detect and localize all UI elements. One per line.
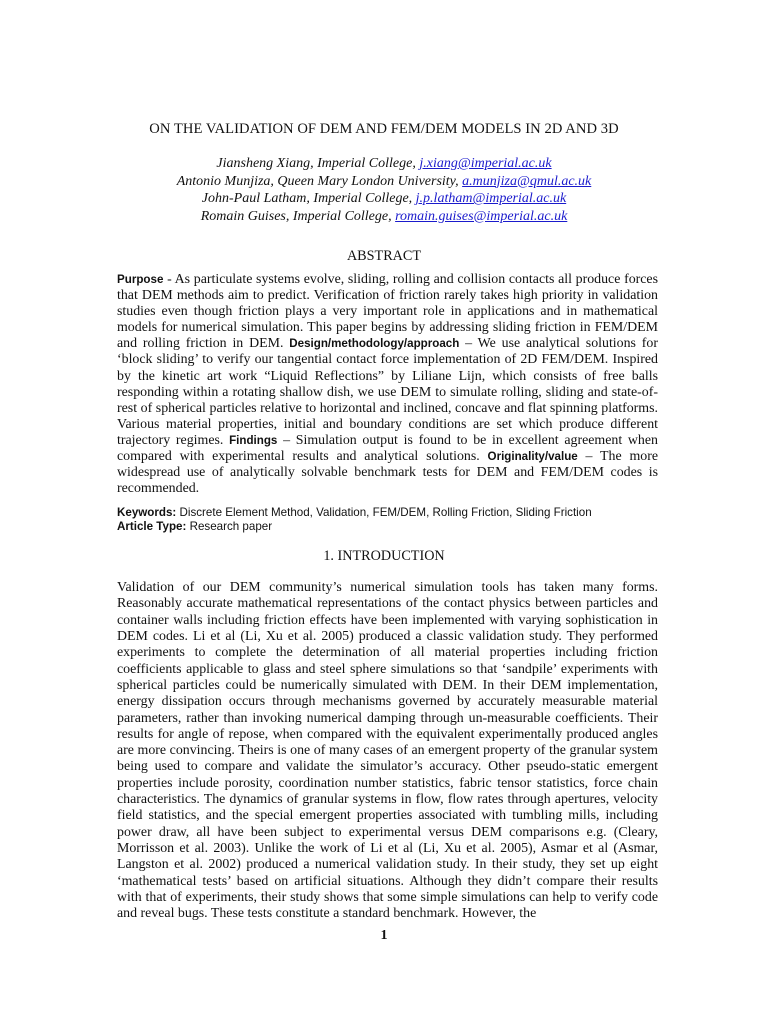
author-list	[0, 155, 768, 225]
author-email-link[interactable]: j.p.latham@imperial.ac.uk	[415, 191, 567, 207]
abstract-heading: ABSTRACT	[346, 248, 422, 264]
purpose-label: Purpose	[117, 273, 164, 286]
design-text: – We use analytical solutions for ‘block sliding’ to verify our tangential contact force implementation of 2D FEM/DEM. Inspired by the kinetic art work “Liquid Reflections” by Liliane Lijn, which consists of free balls responding within a rotating shallow dish, we use DEM to simulate rolling, sliding and state-of-rest of spherical particles relative to horizontal and inclined, concave and flat spinning platforms. Various material properties, initial and boundary conditions are set which produce different trajectory regimes.	[117, 336, 658, 448]
author-email-link[interactable]: a.munjiza@qmul.ac.uk	[462, 173, 592, 189]
author-email-link[interactable]: j.xiang@imperial.ac.uk	[419, 156, 552, 171]
keywords-text: Discrete Element Method, Validation, FEM/DEM, Rolling Friction, Sliding Friction	[176, 506, 592, 519]
page-number: 1	[380, 928, 388, 943]
article-type-line	[117, 520, 658, 533]
author-affiliation: John-Paul Latham, Imperial College,	[201, 191, 416, 207]
keywords-line	[117, 506, 658, 519]
purpose-text: - As particulate systems evolve, sliding, rolling and collision contacts all produce forces that DEM methods aim to predict. Verification of friction rarely takes high priority in validation studies even though friction plays a very important role in applications and in mathematical models for numerical simulation. This paper begins by addressing sliding friction in FEM/DEM and rolling friction in DEM.	[117, 272, 658, 352]
originality-label: Originality/value	[487, 450, 578, 464]
author-line	[0, 173, 768, 191]
author-line	[0, 190, 768, 208]
design-label: Design/methodology/approach	[289, 337, 460, 351]
introduction-paragraph: Validation of our DEM community’s numerical simulation tools has taken many forms. Reasonably accurate mathematical representations of the contact physics between particles and container walls including friction effects have been implemented with varying sophistication in DEM codes. Li et al (Li, Xu et al. 2005) produced a classic validation study. They performed experiments to complete the determination of all material properties including friction coefficients applicable to glass and steel sphere simulations so that ‘sandpile’ experiments with spherical particles could be numerically simulated with DEM. In their DEM implementation, energy dissipation occurs through mechanisms governed by accurately measurable material parameters, rather than invoking numerical damping through un-measurable coefficients. Their results for angle of repose, when compared with the equivalent experimentally produced angles are more convincing. Theirs is one of many cases of an emergent property of the granular system being used to compare and validate the simulator’s accuracy. Other pseudo-static emergent properties include porosity, coordination number statistics, fabric tensor statistics, force chain characteristics. The dynamics of granular systems in flow, flow rates through apertures, velocity field statistics, and the special emergent properties associated with tumbling mills, including power draw, all have been subject to experimental versus DEM comparisons e.g. (Cleary, Morrisson et al. 2003). Unlike the work of Li et al (Li, Xu et al. 2005), Asmar et al (Asmar, Langston et al. 2002) produced a numerical validation study. In their study, they set up eight ‘mathematical tests’ based on artificial situations. Although they didn’t compare their results with that of experiments, their study shows that some simple simulations can help to verify code and reveal bugs. These tests constitute a standard benchmark. However, the	[117, 580, 658, 922]
author-affiliation: Antonio Munjiza, Queen Mary London University,	[176, 173, 463, 189]
originality-text: – The more widespread use of analytically solvable benchmark tests for DEM and FEM/DEM codes is recommended.	[117, 449, 658, 497]
findings-text: – Simulation output is found to be in excellent agreement when compared with experimental results and analytical solutions.	[117, 432, 658, 465]
abstract-paragraph	[117, 272, 658, 497]
author-affiliation: Jiansheng Xiang, Imperial College,	[216, 156, 420, 171]
article-type-label: Article Type:	[117, 520, 187, 533]
section-heading-introduction: 1. INTRODUCTION	[323, 548, 445, 564]
author-line	[0, 208, 768, 226]
findings-label: Findings	[229, 433, 278, 447]
article-type-text: Research paper	[186, 520, 273, 533]
keywords-label: Keywords:	[117, 506, 177, 519]
author-affiliation: Romain Guises, Imperial College,	[200, 208, 396, 224]
author-line	[0, 155, 768, 173]
author-email-link[interactable]: romain.guises@imperial.ac.uk	[395, 208, 568, 224]
paper-title: ON THE VALIDATION OF DEM AND FEM/DEM MODELS IN 2D AND 3D	[149, 121, 619, 137]
